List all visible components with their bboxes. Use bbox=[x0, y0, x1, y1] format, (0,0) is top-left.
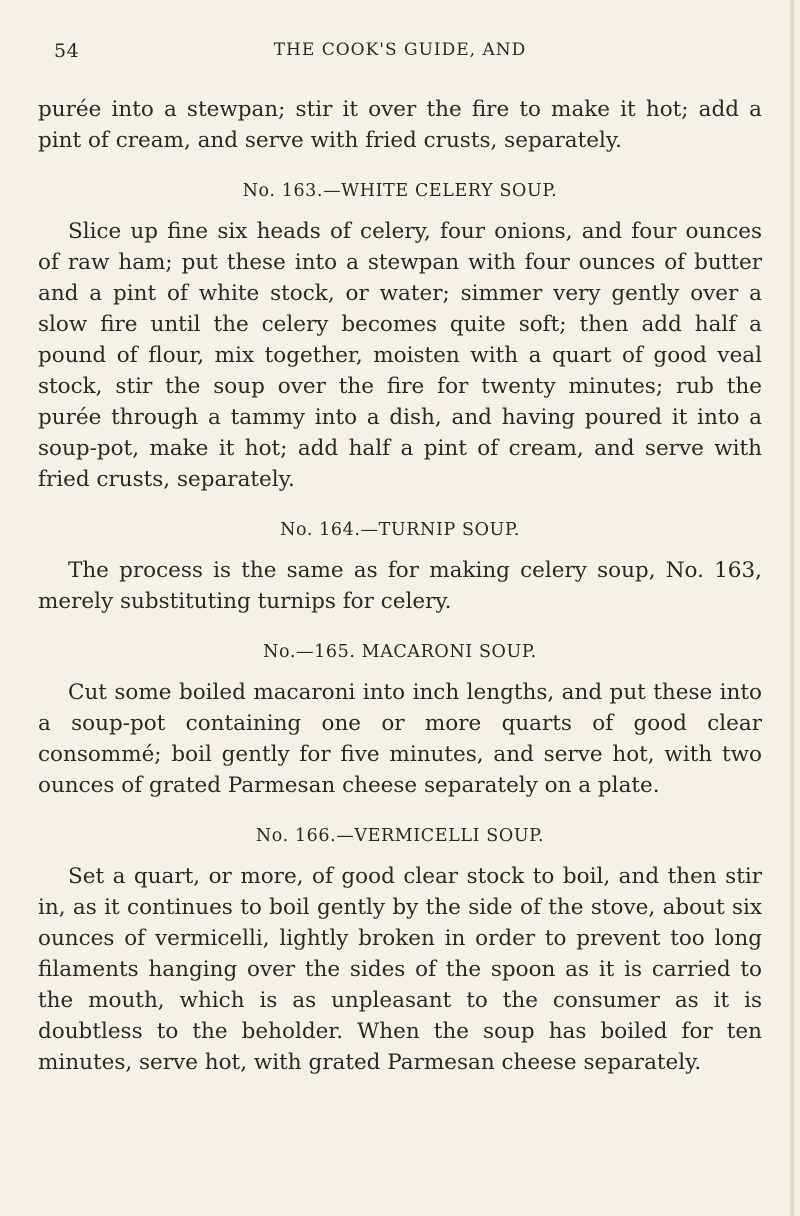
running-head bbox=[38, 40, 762, 70]
recipe-text-166: Set a quart, or more, of good clear stock to boil, and then stir in, as it continues to boil gently by the side of the stove, about six ounces of vermicelli, lightly broken in order to prevent too long filaments hanging over the sides of the spoon as it is carried to the mouth, which is as unpleasant to the consumer as it is doubtless to the beholder. When the soup has boiled for ten minutes, serve hot, with grated Parmesan cheese separately. bbox=[38, 864, 762, 1075]
recipe-text-165: Cut some boiled macaroni into inch lengths, and put these into a soup-pot containing one or more quarts of good clear consommé; boil gently for five minutes, and serve hot, with two ounces of grated Parmesan cheese separately on a plate. bbox=[38, 680, 762, 798]
recipe-title-166: No. 166.—VERMICELLI SOUP. bbox=[255, 826, 545, 846]
recipe-text-164: The process is the same as for making celery soup, No. 163, merely substituting turnips for celery. bbox=[38, 558, 762, 614]
recipe-text-163: Slice up fine six heads of celery, four onions, and four ounces of raw ham; put these into a stewpan with four ounces of butter and a pint of white stock, or water; simmer very gently over a slow fire until the celery becomes quite soft; then add half a pound of flour, mix together, moisten with a quart of good veal stock, stir the soup over the fire for twenty minutes; rub the purée through a tammy into a dish, and having poured it into a soup-pot, make it hot; add half a pint of cream, and serve with fried crusts, separately. bbox=[38, 219, 762, 492]
recipe-title-163: No. 163.—WHITE CELERY SOUP. bbox=[242, 181, 558, 201]
page-number: 54 bbox=[54, 40, 80, 62]
running-title: THE COOK'S GUIDE, AND bbox=[273, 40, 527, 60]
continued-paragraph: purée into a stewpan; stir it over the fire to make it hot; add a pint of cream, and serve with fried crusts, separately. bbox=[38, 97, 762, 153]
page-edge bbox=[790, 0, 794, 1216]
recipe-title-164: No. 164.—TURNIP SOUP. bbox=[280, 520, 520, 540]
book-page bbox=[38, 40, 762, 1078]
recipe-title-165: No.—165. MACARONI SOUP. bbox=[263, 642, 537, 662]
